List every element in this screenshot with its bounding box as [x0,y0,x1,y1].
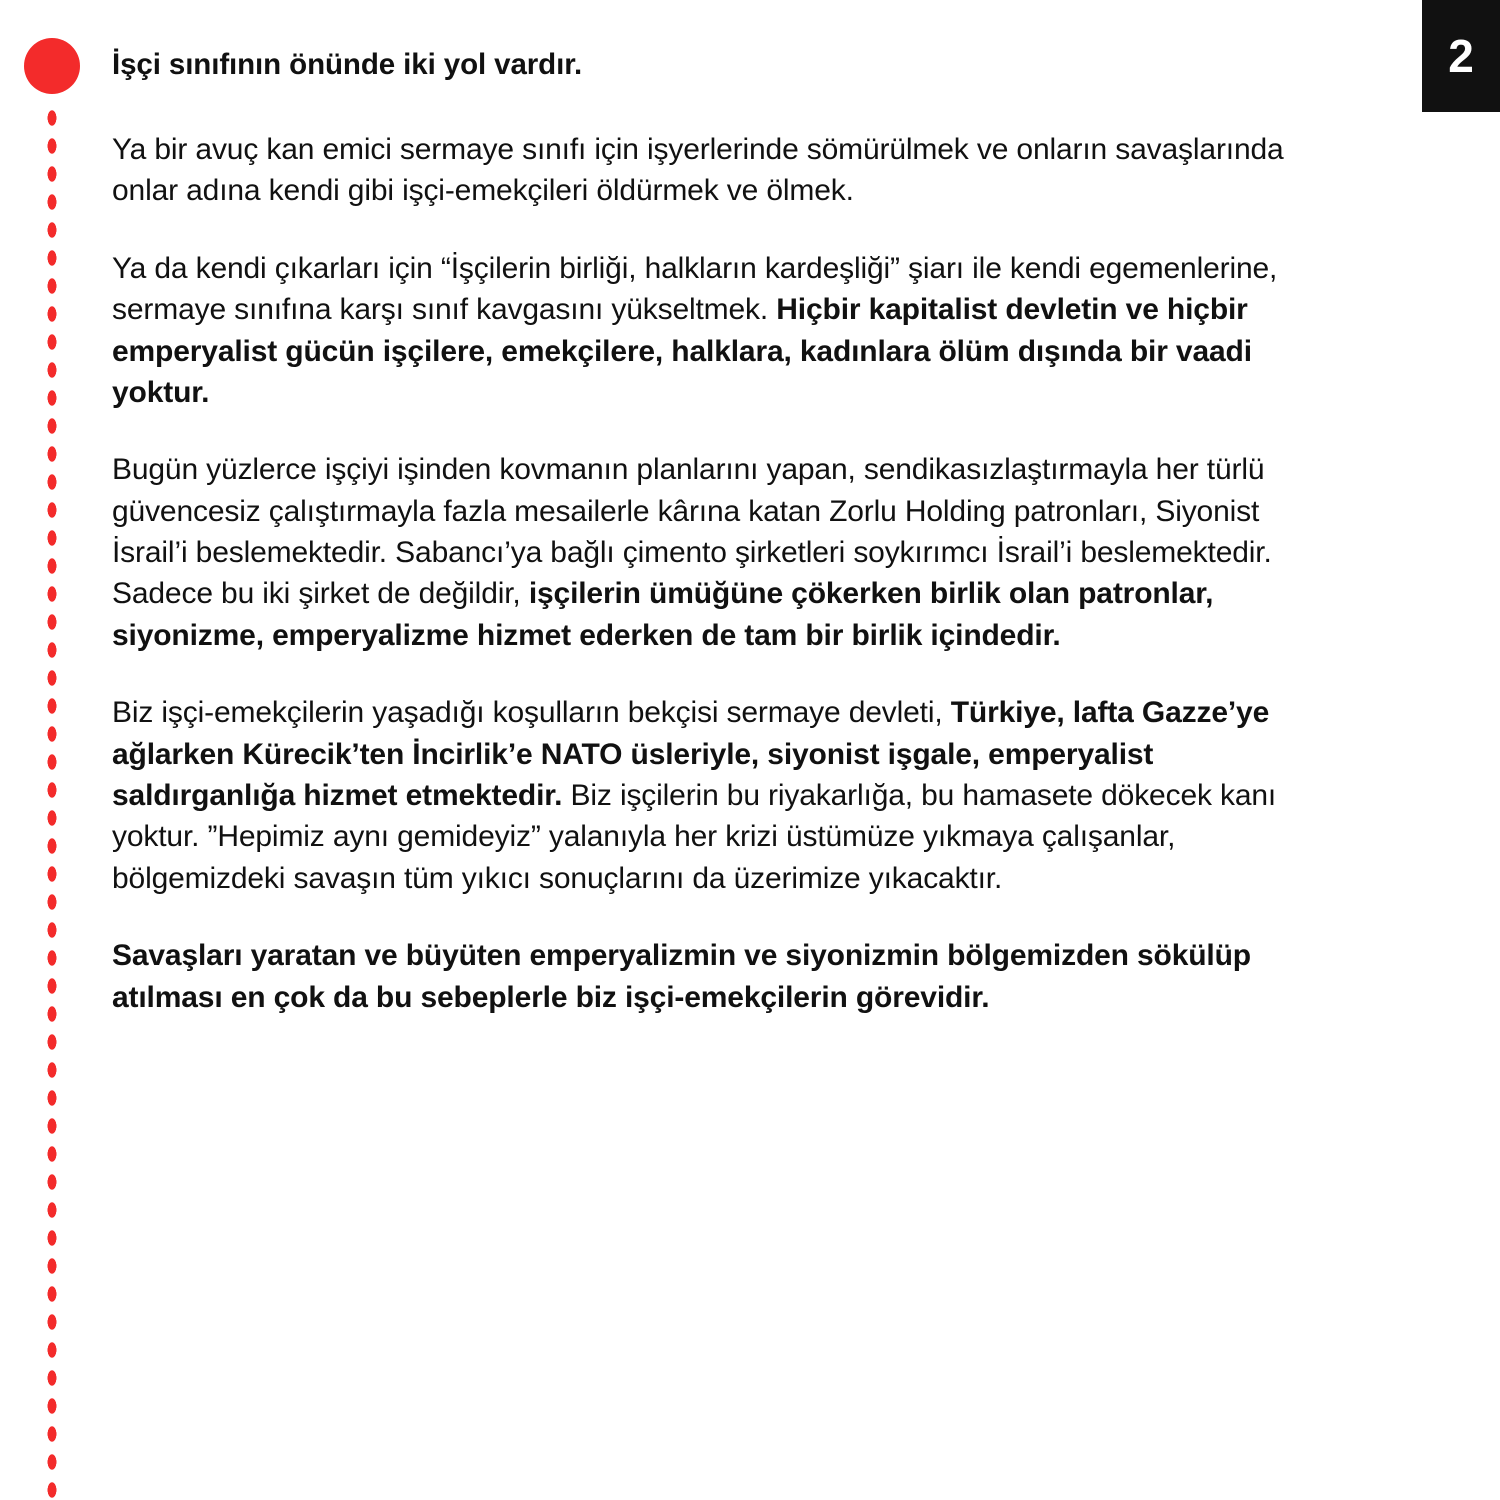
body-text: Biz işçilerin bu riyakarlığa, bu hamasete dökecek kanı yoktur. ”Hepimiz aynı gemideyiz” yalanıyla her krizi üstümüze yıkmaya çalışanlar, bölgemizdeki savaşın tüm yıkıcı sonuçlarını da üzerimize yıkacaktır. [112,779,1277,895]
body-paragraph [112,248,1342,414]
body-paragraph [112,449,1342,656]
paragraph-list [112,129,1342,1018]
body-paragraph [112,692,1342,899]
body-paragraph [112,129,1342,212]
page-title: İşçi sınıfının önünde iki yol vardır. [112,48,583,81]
body-text: Ya bir avuç kan emici sermaye sınıfı için işyerlerinde sömürülmek ve onların savaşlarında onlar adına kendi gibi işçi-emekçileri öldürmek ve ölmek. [112,132,1284,208]
dotted-rule-decoration [44,104,60,1500]
body-paragraph [112,935,1342,1018]
body-text: Biz işçi-emekçilerin yaşadığı koşulların bekçisi sermaye devleti, [112,696,951,730]
page-number-text: 2 [1448,30,1474,82]
body-text: Bugün yüzlerce işçiyi işinden kovmanın planlarını yapan, sendikasızlaştırmayla her türlü güvencesiz çalıştırmayla fazla mesailerle kârına katan Zorlu Holding patronları, Siyonist İsrail’i beslemektedir. Sabancı’ya bağlı çimento şirketleri soykırımcı İsrail’i beslemektedir. Sadece bu iki şirket de değildir, [112,453,1272,611]
article-body [112,46,1342,1018]
emphasis-text: işçilerin ümüğüne çökerken birlik olan patronlar, siyonizme, emperyalizme hizmet ederken de tam bir birlik içindedir. [112,577,1214,652]
emphasis-text: Savaşları yaratan ve büyüten emperyalizmin ve siyonizmin bölgemizden sökülüp atılması en çok da bu sebeplerle biz işçi-emekçilerin görevidir. [112,939,1251,1014]
emphasis-text: Hiçbir kapitalist devletin ve hiçbir emperyalist gücün işçilere, emekçilere, halklara, kadınlara ölüm dışında bir vaadi yoktur. [112,293,1252,409]
page-number-badge [1422,0,1500,112]
emphasis-text: Türkiye, lafta Gazze’ye ağlarken Kürecik’ten İncirlik’e NATO üsleriyle, siyonist işgale, emperyalist saldırganlığa hizmet etmektedir. [112,696,1270,813]
red-bullet-icon [24,38,80,94]
body-text: Ya da kendi çıkarları için “İşçilerin birliği, halkların kardeşliği” şiarı ile kendi egemenlerine, sermaye sınıfına karşı sınıf kavgasını yükseltmek. [112,251,1278,327]
